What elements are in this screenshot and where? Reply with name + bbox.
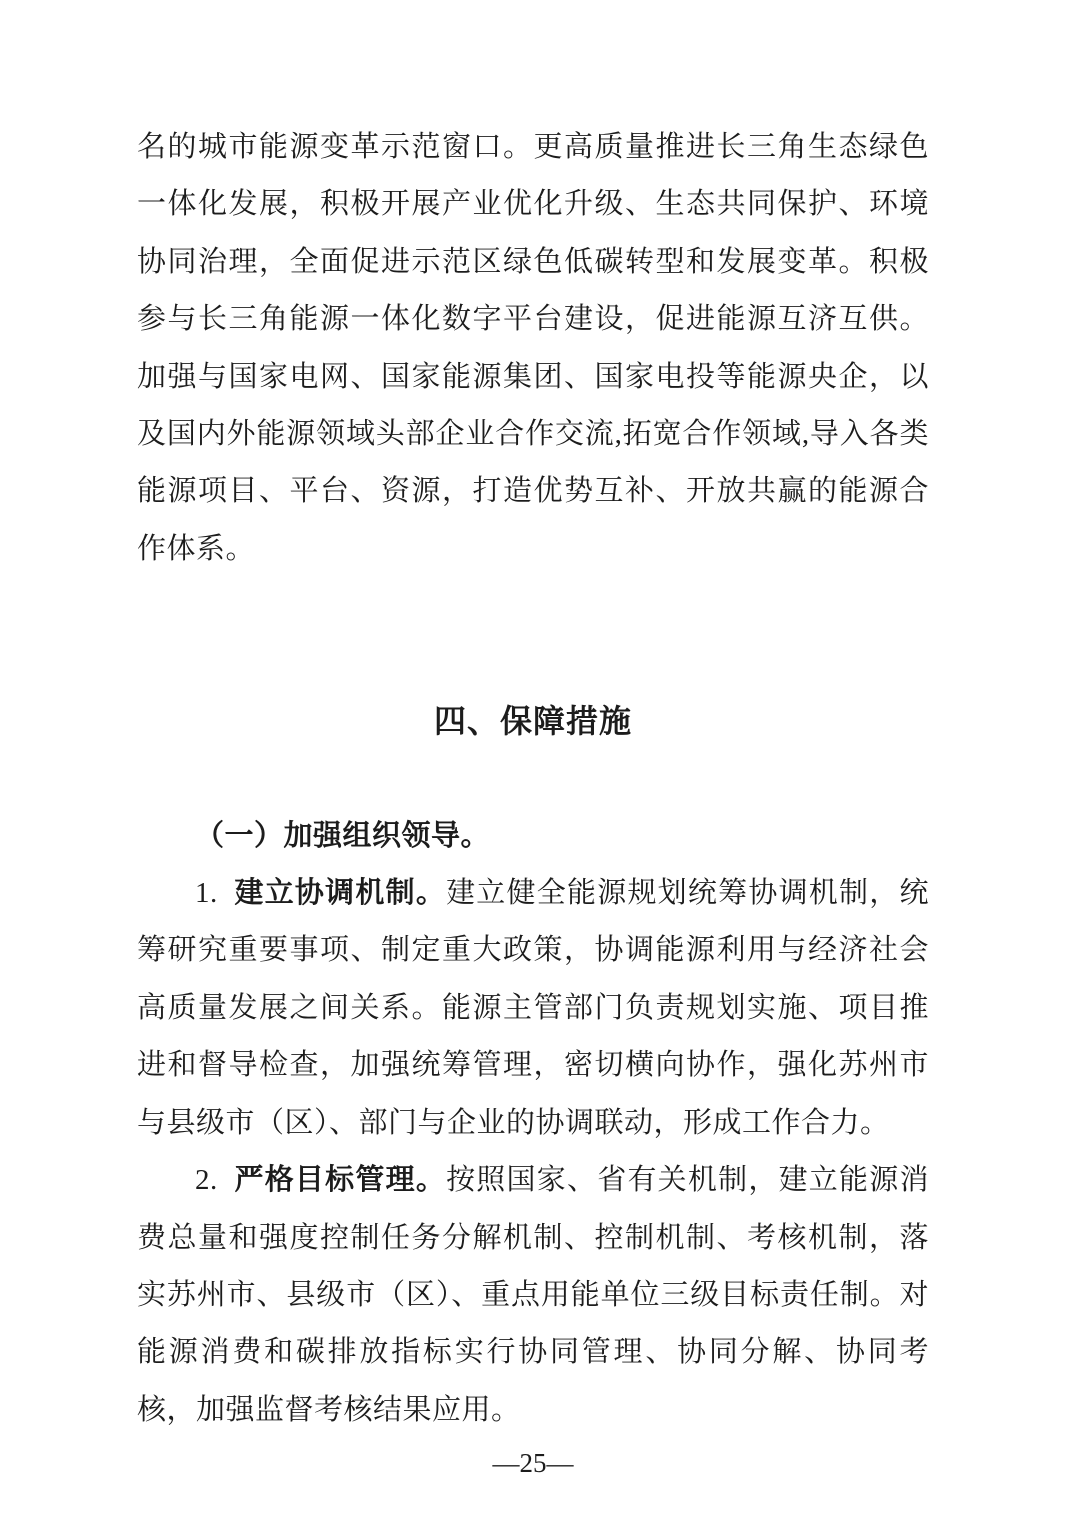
section-heading: 四、保障措施 (433, 703, 632, 740)
paragraph-continuation: 名的城市能源变革示范窗口。更高质量推进长三角生态绿色一体化发展，积极开展产业优化升级、生态共同保护、环境协同治理，全面促进示范区绿色低碳转型和发展变革。积极参与长三角能源一体化数字平台建设，促进能源互济互供。加强与国家电网、国家能源集团、国家电投等能源央企，以及国内外能源领域头部企业合作交流,拓宽合作领域,导入各类能源项目、平台、资源，打造优势互补、开放共赢的能源合作体系。 (137, 131, 929, 565)
subsection-heading: （一）加强组织领导。 (195, 819, 491, 852)
item-1-body-text: 建立健全能源规划统筹协调机制，统筹研究重要事项、制定重大政策，协调能源利用与经济社会高质量发展之间关系。能源主管部门负责规划实施、项目推进和督导检查，加强统筹管理，密切横向协作，强化苏州市与县级市（区）、部门与企业的协调联动，形成工作合力。 (137, 877, 929, 1139)
page-content (137, 0, 929, 1483)
item-2-lead-phrase: 严格目标管理。 (233, 1164, 447, 1197)
numbered-item-2 (137, 1152, 929, 1439)
item-1-number: 1. (195, 877, 218, 910)
item-2-number: 2. (195, 1164, 218, 1197)
item-2-body-text: 按照国家、省有关机制，建立能源消费总量和强度控制任务分解机制、控制机制、考核机制，落实苏州市、县级市（区）、重点用能单位三级目标责任制。对能源消费和碳排放指标实行协同管理、协同分解、协同考核，加强监督考核结果应用。 (137, 1164, 929, 1426)
item-1-lead-phrase: 建立协调机制。 (233, 877, 447, 910)
numbered-item-1 (137, 865, 929, 1152)
page-number: —25— (492, 1448, 574, 1479)
